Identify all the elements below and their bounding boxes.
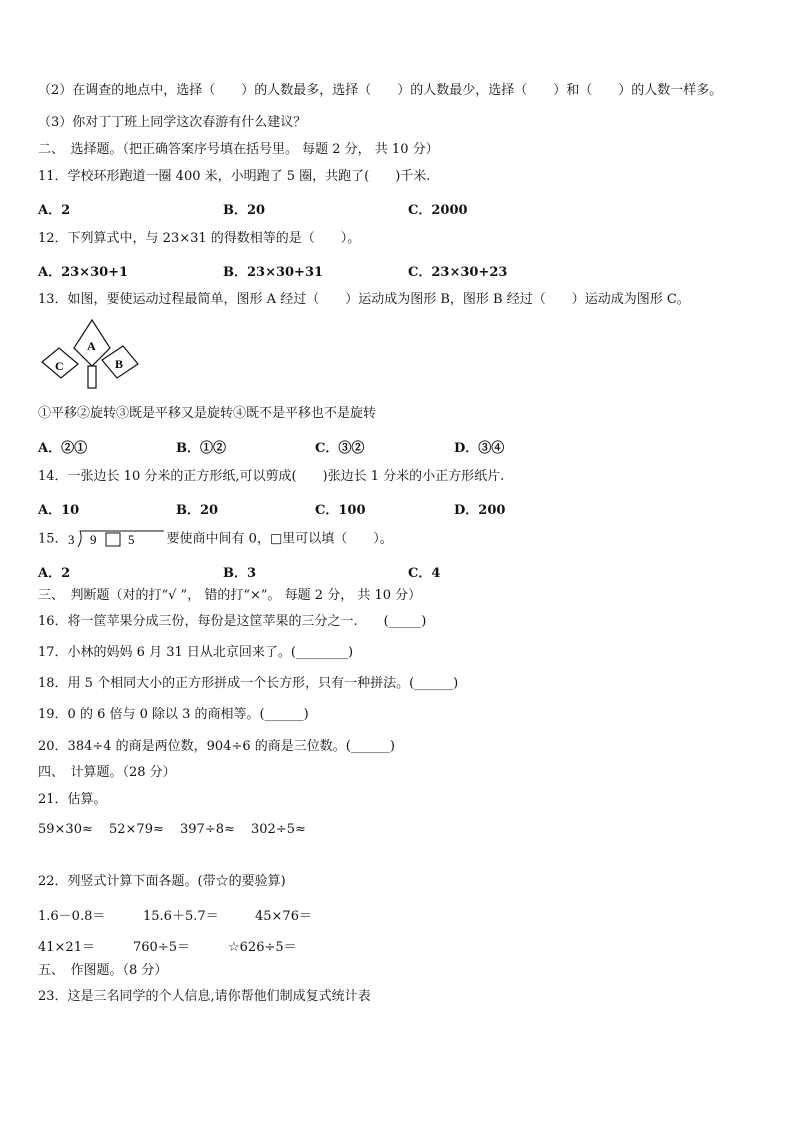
vertical-item: ☆626÷5＝ (228, 940, 297, 955)
option-c: C．100 (315, 503, 366, 518)
rotation-figure (38, 318, 148, 393)
option-c: C．23×30+23 (408, 265, 508, 280)
option-c: C．2000 (408, 203, 468, 218)
option-b: B．①② (176, 441, 226, 456)
option-a: A．10 (38, 503, 80, 518)
question-11: 11．学校环形跑道一圈 400 米，小明跑了 5 圈，共跑了( )千米. (38, 169, 431, 184)
question-15-text: 要使商中间有 0，□里可以填（ ）。 (166, 531, 393, 547)
stem-rect (88, 366, 96, 388)
question-23: 23．这是三名同学的个人信息,请你帮他们制成复式统计表 (38, 989, 371, 1004)
option-a: A．2 (38, 203, 71, 218)
question-13-note: ①平移②旋转③既是平移又是旋转④既不是平移也不是旋转 (38, 406, 377, 421)
estimate-item: 59×30≈ (38, 822, 93, 837)
q-part-2: （2）在调查的地点中，选择（ ）的人数最多，选择（ ）的人数最少，选择（ ）和（ ）的人数一样多。 (38, 83, 723, 98)
q-part-3: （3）你对丁丁班上同学这次春游有什么建议？ (38, 115, 307, 130)
dividend-digit-1: 9 (89, 532, 97, 547)
question-21: 21．估算。 (38, 792, 107, 807)
options-13 (38, 437, 758, 455)
estimate-row (38, 822, 758, 840)
section-2-heading: 二、 选择题。（把正确答案序号填在括号里。 每题 2 分， 共 10 分） (38, 142, 439, 157)
dividend-digit-3: 5 (127, 532, 135, 547)
question-22: 22．列竖式计算下面各题。(带☆的要验算) (38, 874, 286, 889)
question-14: 14．一张边长 10 分米的正方形纸,可以剪成( )张边长 1 分米的小正方形纸片. (38, 469, 505, 484)
question-13: 13．如图，要使运动过程最简单，图形 A 经过（ ）运动成为图形 B，图形 B 经过（ ）运动成为图形 C。 (38, 292, 690, 307)
vertical-row-2 (38, 936, 758, 954)
blank-box (106, 533, 120, 546)
options-11 (38, 199, 758, 217)
estimate-item: 52×79≈ (109, 822, 164, 837)
option-a: A．2 (38, 566, 71, 581)
label-b: B (115, 357, 124, 371)
option-b: B．3 (223, 566, 257, 581)
option-d: D．200 (454, 503, 506, 518)
option-d: D．③④ (454, 441, 505, 456)
estimate-item: 397÷8≈ (180, 822, 235, 837)
options-14 (38, 499, 758, 517)
question-17: 17．小林的妈妈 6 月 31 日从北京回来了。(________) (38, 645, 354, 660)
option-c: C．4 (408, 566, 441, 581)
option-a: A．②① (38, 441, 88, 456)
question-16: 16．将一筐苹果分成三份，每份是这筐苹果的三分之一. (_____) (38, 614, 427, 629)
options-12 (38, 261, 758, 279)
question-18: 18．用 5 个相同大小的正方形拼成一个长方形，只有一种拼法。(______) (38, 676, 459, 691)
option-b: B．23×30+31 (223, 265, 324, 280)
question-19: 19．0 的 6 倍与 0 除以 3 的商相等。(______) (38, 707, 309, 722)
label-a: A (87, 339, 96, 353)
vertical-row-1 (38, 905, 758, 923)
question-15 (38, 529, 393, 549)
question-12: 12．下列算式中，与 23×31 的得数相等的是（ ）。 (38, 231, 361, 246)
options-15 (38, 562, 758, 580)
estimate-item: 302÷5≈ (251, 822, 306, 837)
vertical-item: 760÷5＝ (133, 940, 190, 955)
vertical-item: 15.6＋5.7＝ (143, 909, 219, 924)
vertical-item: 1.6－0.8＝ (38, 909, 106, 924)
section-3-heading: 三、 判断题（对的打“√ ”， 错的打“×”。 每题 2 分， 共 10 分） (38, 588, 422, 603)
section-4-heading: 四、 计算题。（28 分） (38, 765, 176, 780)
option-c: C．③② (315, 441, 365, 456)
vertical-item: 45×76＝ (255, 909, 312, 924)
divisor: 3 (67, 532, 75, 547)
section-5-heading: 五、 作图题。（8 分） (38, 963, 168, 978)
question-20: 20．384÷4 的商是两位数，904÷6 的商是三位数。(______) (38, 739, 395, 754)
option-a: A．23×30+1 (38, 265, 129, 280)
option-b: B．20 (176, 503, 219, 518)
option-b: B．20 (223, 203, 266, 218)
long-division-icon (68, 529, 164, 549)
label-c: C (55, 359, 64, 373)
question-15-number: 15． (38, 531, 68, 547)
vertical-item: 41×21＝ (38, 940, 95, 955)
